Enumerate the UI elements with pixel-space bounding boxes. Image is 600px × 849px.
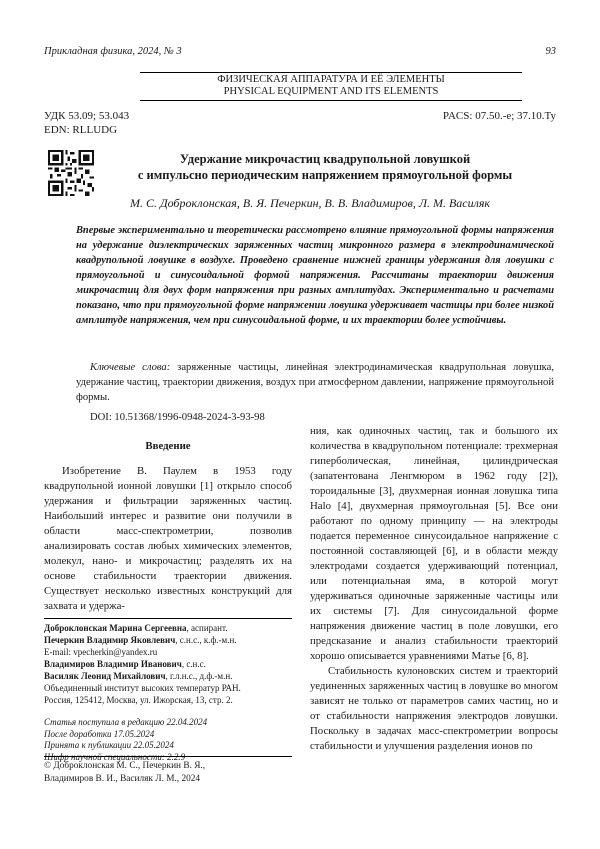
pacs-code: PACS: 07.50.-e; 37.10.Ty bbox=[442, 110, 556, 122]
article-title-line-2: с импульсно периодическим напряжением прямоугольной формы bbox=[137, 168, 513, 182]
article-title bbox=[105, 151, 545, 183]
copyright-rule bbox=[44, 756, 292, 757]
author-list: М. С. Доброклонская, В. Я. Печеркин, В. В. Владимиров, Л. М. Василяк bbox=[129, 196, 491, 210]
footnote-address: Россия, 125412, Москва, ул. Ижорская, 13, стр. 2. bbox=[44, 695, 233, 705]
date-revised: После доработки 17.05.2024 bbox=[44, 728, 155, 739]
abstract: Впервые экспериментально и теоретически рассмотрено влияние прямоугольной формы напряжения на удержание диэлектрических заряженных частиц микронного размера в электродинамической квадрупольной ловушке в воздухе. Проведено сравнение нижней границы удержания для ловушки с прямоугольной и синусоидальной формой напряжения. Рассчитаны траектории движения микрочастиц для двух форм напряжения при разных амплитудах. Экспериментально и расчетами показано, что при прямоугольной форме напряжении ловушка удерживает частицы при более низкой амплитуде напряжения, чем при синусоидальной форме, и их траектории более устойчивы. bbox=[76, 225, 554, 326]
section-heading-ru: ФИЗИЧЕСКАЯ АППАРАТУРА И ЕЁ ЭЛЕМЕНТЫ bbox=[217, 74, 445, 85]
footnote-author-2: Печеркин Владимир Яковлевич, с.н.с., к.ф.-м.н. bbox=[44, 635, 237, 645]
intro-right-column bbox=[310, 424, 558, 754]
intro-left-column: Изобретение В. Паулем в 1953 году квадрупольной ионной ловушки [1] открыло способ удержания и фильтрации заряженных частиц. Наибольший интерес и развитие они получили в области масс-спектрометрии, позволив анализировать состав любых химических элементов, молекул, нано- и микрочастиц; разделять их на основе стабильности траектории движения. Существует несколько известных конструкций для захвата и удержа- bbox=[44, 465, 292, 612]
keywords-label: Ключевые слова: bbox=[90, 362, 171, 373]
article-title-line-1: Удержание микрочастиц квадрупольной ловушкой bbox=[179, 152, 471, 166]
classification-ids bbox=[44, 109, 129, 137]
udc-code: УДК 53.09; 53.043 bbox=[44, 110, 130, 122]
keywords bbox=[76, 360, 554, 405]
section-heading bbox=[140, 74, 522, 98]
footnote-email: E-mail: vpecherkin@yandex.ru bbox=[44, 647, 158, 657]
section-rule-bottom bbox=[140, 100, 522, 101]
footnote-author-3: Владимиров Владимир Иванович, с.н.с. bbox=[44, 659, 206, 669]
section-rule-top bbox=[140, 72, 522, 73]
qr-code-icon bbox=[48, 150, 94, 196]
author-footnote bbox=[44, 622, 304, 706]
page-number: 93 bbox=[545, 46, 556, 57]
copyright-notice bbox=[44, 760, 294, 786]
intro-paragraph-stability: Стабильность кулоновских систем и траекторий уединенных заряженных частиц в ловушке во многом зависят не только от параметров самих частиц, но и от стабильности напряжения электродов ловушки. Поскольку в задачах масс-спектрометрии вопросы стабильности и улучшения разделения ионов по bbox=[310, 665, 558, 752]
journal-running-head: Прикладная физика, 2024, № 3 bbox=[44, 46, 182, 57]
footnote-author-1: Доброклонская Марина Сергеевна, аспирант. bbox=[44, 623, 228, 633]
footnote-author-4: Василяк Леонид Михайлович, г.л.н.с., д.ф.-м.н. bbox=[44, 671, 233, 681]
footnote-institute: Объединенный институт высоких температур РАН. bbox=[44, 683, 241, 693]
keywords-text: заряженные частицы, линейная электродинамическая квадрупольная ловушка, удержание частиц, траектории движения, воздух при атмосферном давлении, напряжение прямоугольной формы. bbox=[76, 362, 554, 403]
section-heading-introduction: Введение bbox=[145, 440, 191, 452]
copyright-line-2: Владимиров В. И., Василяк Л. М., 2024 bbox=[44, 774, 201, 784]
date-accepted: Принята к публикации 22.05.2024 bbox=[44, 740, 174, 750]
intro-paragraph-continued: ния, как одиночных частиц, так и большого их количества в квадрупольном потенциале: трехмерная гиперболическая, линейная, цилиндрическая (запатентована Ленгмюром в 1962 году [2]), тороидальные [3], двухмерная ионная ловушка типа Halo [4], двухмерная прямоугольная [5]. Все они работают по одному принципу — на электроды подается переменное синусоидальное напряжение с постоянной составляющей [6], и в области между электродами создается удерживающий потенциал, или потенциальная яма, в которой могут удерживаться одиночные заряженные частицы или их системы [7]. Для синусоидальной форме напряжения движение частиц в поле ловушки, его предсказание и анализ стабильности траекторий хорошо описывается уравнениями Матье [6, 8]. bbox=[310, 425, 558, 662]
footnote-rule bbox=[44, 618, 292, 619]
edn-code: EDN: RLLUDG bbox=[44, 124, 118, 136]
copyright-line-1: © Доброклонская М. С., Печеркин В. Я., bbox=[44, 761, 206, 771]
section-heading-en: PHYSICAL EQUIPMENT AND ITS ELEMENTS bbox=[223, 86, 439, 97]
date-received: Статья поступила в редакцию 22.04.2024 bbox=[44, 717, 208, 727]
doi: DOI: 10.51368/1996-0948-2024-3-93-98 bbox=[90, 412, 265, 423]
